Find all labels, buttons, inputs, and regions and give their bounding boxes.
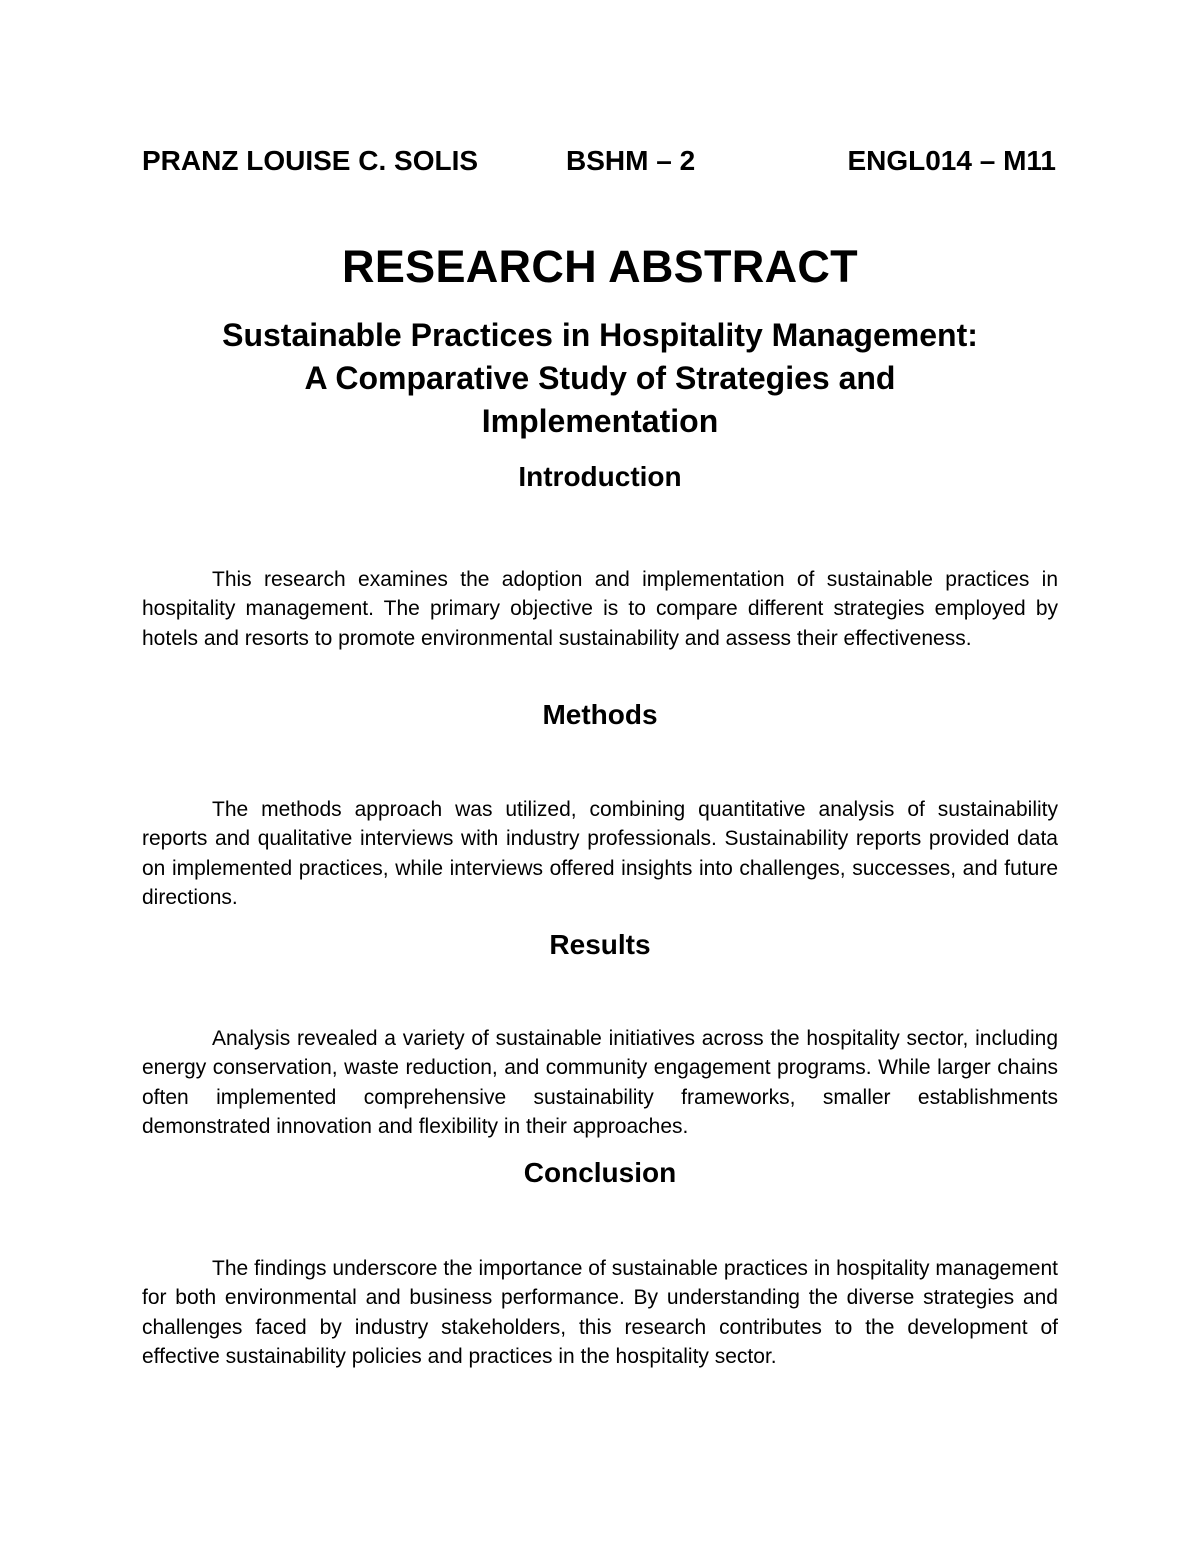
research-title-line-2: A Comparative Study of Strategies and [304, 360, 896, 396]
introduction-heading: Introduction [518, 461, 682, 492]
methods-heading: Methods [542, 699, 658, 730]
course-code: ENGL014 – M11 [847, 145, 1056, 176]
author-header [142, 143, 1062, 179]
conclusion-heading: Conclusion [523, 1157, 677, 1188]
conclusion-paragraph: The findings underscore the importance of sustainable practices in hospitality management for both environmental and business performance. By understanding the diverse strategies and challenges faced by industry stakeholders, this research contributes to the development of effective sustainability policies and practices in the hospitality sector. [142, 1257, 1058, 1368]
results-heading: Results [549, 929, 651, 960]
methods-paragraph: The methods approach was utilized, combining quantitative analysis of sustainability reports and qualitative interviews with industry professionals. Sustainability reports provided data on implemented practices, while interviews offered insights into challenges, successes, and future directions. [142, 798, 1058, 909]
document-title: RESEARCH ABSTRACT [342, 241, 858, 292]
results-paragraph: Analysis revealed a variety of sustainable initiatives across the hospitality sector, including energy conservation, waste reduction, and community engagement programs. While larger chains often implemented comprehensive sustainability frameworks, smaller establishments demonstrated innovation and flexibility in their approaches. [142, 1027, 1058, 1138]
introduction-paragraph: This research examines the adoption and implementation of sustainable practices in hospitality management. The primary objective is to compare different strategies employed by hotels and resorts to promote environmental sustainability and assess their effectiveness. [142, 568, 1058, 650]
research-title-line-3: Implementation [481, 403, 719, 439]
author-name: PRANZ LOUISE C. SOLIS [142, 145, 479, 176]
research-title [200, 314, 1000, 443]
research-title-line-1: Sustainable Practices in Hospitality Management: [222, 317, 978, 353]
program-label: BSHM – 2 [566, 145, 696, 176]
